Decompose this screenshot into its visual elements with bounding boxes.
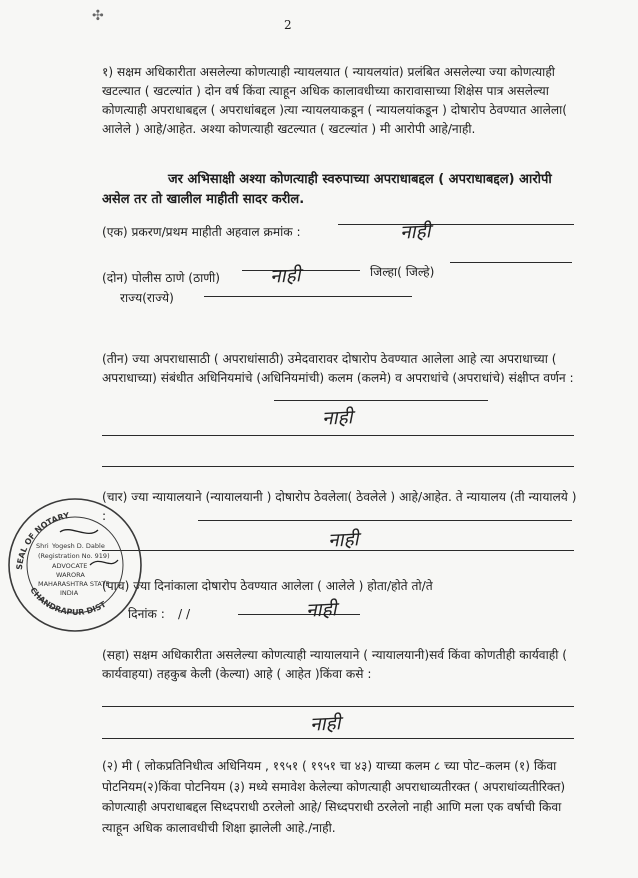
item-1-line (338, 224, 574, 225)
item-5-handwritten: नाही (305, 598, 338, 622)
seal-prefix: Shri (36, 542, 49, 550)
item-4-handwritten: नाही (327, 528, 360, 552)
item-2-handwritten: नाही (269, 264, 302, 288)
paragraph-1: १) सक्षम अधिकारीता असलेल्या कोणत्याही न्यायलयात ( न्यायलयांत) प्रलंबित असलेल्या ज्या कोणत्याही खटल्यात ( खटल्यांत ) दोन वर्ष किंवा त्याहून अधिक कालावधीच्या कारावासाच्या शिक्षेस पात्र असलेल्या कोणत्याही अपराधाबद्दल ( अपराधांबद्दल )त्या न्यायलयाकडून ( न्यायलयांकडून ) दोषारोप ठेवण्यात आलेला( आलेले ) आहे/आहेत. अश्या कोणत्याही खटल्यात ( खटल्यांत ) मी आरोपी आहे/नाही. (102, 65, 568, 136)
page-number: 2 (284, 18, 292, 32)
seal-title: ADVOCATE (52, 562, 88, 570)
item-2-state-label: राज्य(राज्ये) (120, 291, 174, 305)
item-3-text: (तीन) ज्या अपराधासाठी ( अपराधांसाठी) उमेदवारावर दोषारोप ठेवण्यात आलेला आहे त्या अपराधाच्या ( अपराधाच्या) संबंधीत अधिनियमांचे (अधिनियमांची) कलम (कलमे) व अपराधांचे (अपराधांचे) संक्षीप्त वर्णन : (102, 352, 574, 385)
item-5-text: (पाच) ज्या दिनांकाला दोषारोप ठेवण्यात आलेला ( आलेले ) होता/होते तो/ते (102, 579, 433, 593)
item-5-date-label: दिनांक : (128, 607, 165, 621)
item-6-handwritten: नाही (309, 712, 342, 736)
item-5-date: / / (178, 607, 191, 621)
item-2-label: (दोन) पोलीस ठाणे (ठाणी) (102, 271, 221, 285)
item-3-handwritten: नाही (321, 406, 354, 430)
corner-mark-icon: ✣ (92, 8, 104, 24)
item-6-text: (सहा) सक्षम अधिकारीता असलेल्या कोणत्याही न्यायालयाने ( न्यायालयानी)सर्व किंवा कोणतीही कार्यवाही ( कार्यवाहया) तहकुब केली (केल्या) आहे ( आहेत )किंवा कसे : (102, 648, 567, 681)
item-3-line (274, 400, 488, 401)
item-3-blank-line-2 (102, 466, 574, 467)
seal-registration: (Registration No. 919) (38, 552, 110, 560)
item-3-blank-line-1 (102, 435, 574, 436)
item-1-label: (एक) प्रकरण/प्रथम माहीती अहवाल क्रमांक : (102, 225, 301, 239)
item-4-line (198, 520, 572, 521)
seal-state: MAHARASHTRA STATE (38, 580, 110, 588)
item-6-line (102, 706, 574, 707)
notary-seal (0, 490, 150, 640)
item-2-district-label: जिल्हा( जिल्हे) (370, 265, 435, 279)
seal-outer-top: SEAL OF NOTARY (14, 510, 71, 571)
item-2-district-line (450, 262, 572, 263)
seal-outer-bottom: CHANDRAPUR DIST (28, 585, 108, 617)
item-5-line (238, 614, 360, 615)
seal-country: INDIA (60, 589, 79, 597)
seal-place: WARORA (56, 571, 85, 579)
item-4-text: (चार) ज्या न्यायालयाने (न्यायालयानी ) दोषारोप ठेवलेला( ठेवलेले ) आहे/आहेत. ते न्यायालय (ती न्यायालये ) : (102, 490, 577, 523)
item-6-blank-line (102, 738, 574, 739)
item-4-blank-line (102, 550, 574, 551)
paragraph-2: (२) मी ( लोकप्रतिनिधीत्व अधिनियम , १९५१ ( १९५१ चा ४३) याच्या कलम ८ च्या पोट–कलम (१) किंवा पोटनियम(२)किंवा पोटनियम (३) मध्ये समावेश केलेल्या कोणत्याही अपराधाव्यतीरक्त ( अपराधांव्यतीरिक्त) कोणत्याही अपराधाबद्दल सिध्दपराधी ठरलेलो आहे/ सिध्दपराधी ठरलेलो नाही आणि मला एक वर्षाची किवा त्याहून अधिक कालावधीची शिक्षा झालेली आहे./नाही. (102, 759, 566, 835)
item-2-state-line (204, 296, 412, 297)
item-1-handwritten: नाही (399, 220, 432, 244)
seal-name: Yogesh D. Dable (52, 542, 105, 550)
section-heading: जर अभिसाक्षी अश्या कोणत्याही स्वरुपाच्या अपराधाबद्दल ( अपराधाबद्दल) आरोपी असेल तर तो खालील माहीती सादर करील. (102, 172, 552, 207)
item-2-line (242, 270, 360, 271)
